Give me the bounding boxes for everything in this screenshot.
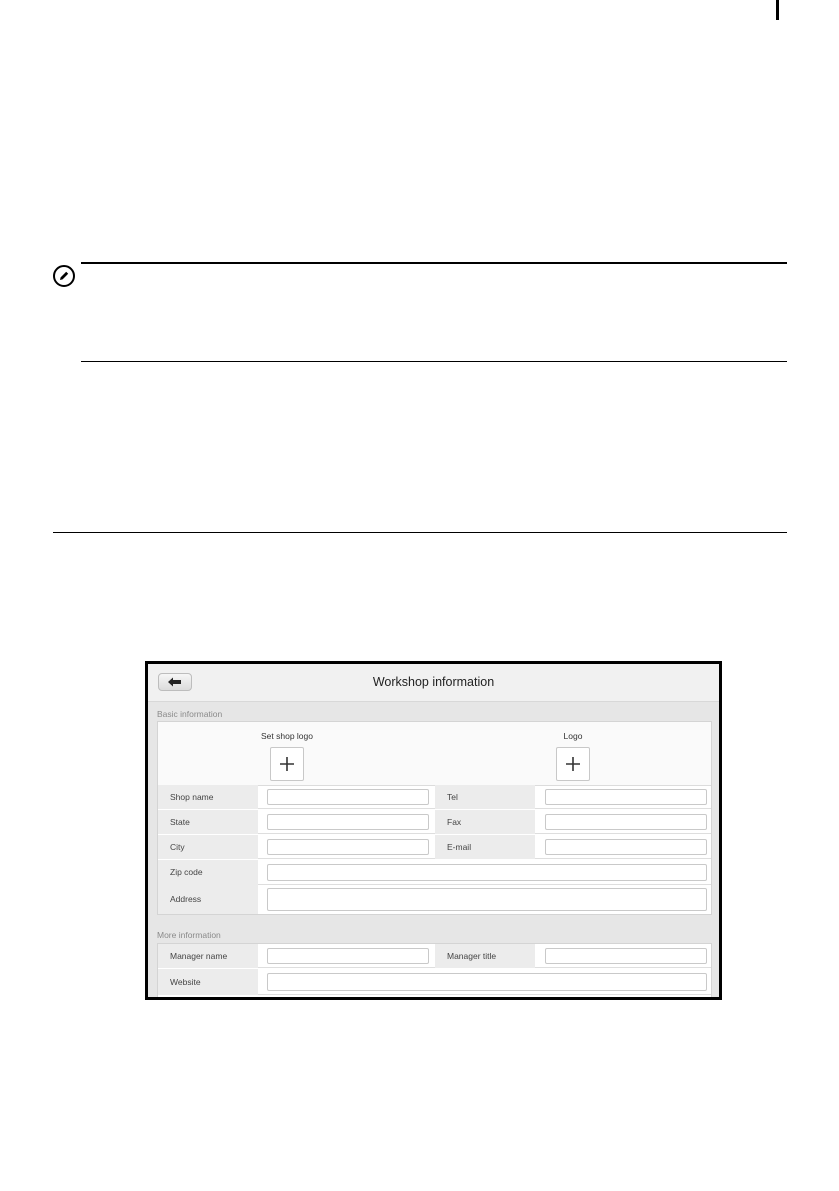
more-information-label: More information — [157, 930, 221, 940]
note-bottom-rule — [81, 361, 787, 362]
city-email-row — [158, 835, 711, 859]
email-input[interactable] — [545, 839, 707, 855]
zip-code-row — [158, 860, 711, 885]
workshop-screenshot — [145, 661, 722, 1000]
email-label: E-mail — [435, 835, 535, 859]
basic-information-panel — [157, 721, 712, 915]
logo-area — [158, 722, 711, 786]
fax-input[interactable] — [545, 814, 707, 830]
shop-name-input[interactable] — [267, 789, 429, 805]
website-row — [158, 969, 711, 995]
address-row — [158, 885, 711, 914]
plus-icon — [565, 756, 581, 772]
website-input[interactable] — [267, 973, 707, 991]
address-input[interactable] — [267, 888, 707, 911]
manager-row — [158, 944, 711, 968]
zip-code-input[interactable] — [267, 864, 707, 881]
city-input[interactable] — [267, 839, 429, 855]
logo-button[interactable] — [556, 747, 590, 781]
set-shop-logo-button[interactable] — [270, 747, 304, 781]
screen-title: Workshop information — [372, 675, 495, 689]
shop-name-label: Shop name — [158, 785, 258, 809]
set-shop-logo-label: Set shop logo — [261, 731, 313, 741]
state-input[interactable] — [267, 814, 429, 830]
state-label: State — [158, 810, 258, 834]
manager-title-label: Manager title — [435, 944, 535, 968]
page-corner-bar — [776, 0, 779, 20]
manager-name-label: Manager name — [158, 944, 258, 968]
shop-name-tel-row — [158, 785, 711, 809]
tel-input[interactable] — [545, 789, 707, 805]
city-label: City — [158, 835, 258, 859]
basic-information-label: Basic information — [157, 709, 223, 719]
address-label: Address — [158, 885, 258, 914]
tel-label: Tel — [435, 785, 535, 809]
pencil-icon — [53, 265, 75, 287]
fax-label: Fax — [435, 810, 535, 834]
more-information-panel — [157, 943, 712, 1000]
plus-icon — [279, 756, 295, 772]
zip-code-label: Zip code — [158, 860, 258, 885]
manager-title-input[interactable] — [545, 948, 707, 964]
state-fax-row — [158, 810, 711, 834]
manager-name-input[interactable] — [267, 948, 429, 964]
note-top-rule — [81, 262, 787, 264]
section-rule — [53, 532, 787, 533]
logo-label: Logo — [563, 731, 583, 741]
website-label: Website — [158, 969, 258, 995]
title-bar — [148, 664, 719, 702]
